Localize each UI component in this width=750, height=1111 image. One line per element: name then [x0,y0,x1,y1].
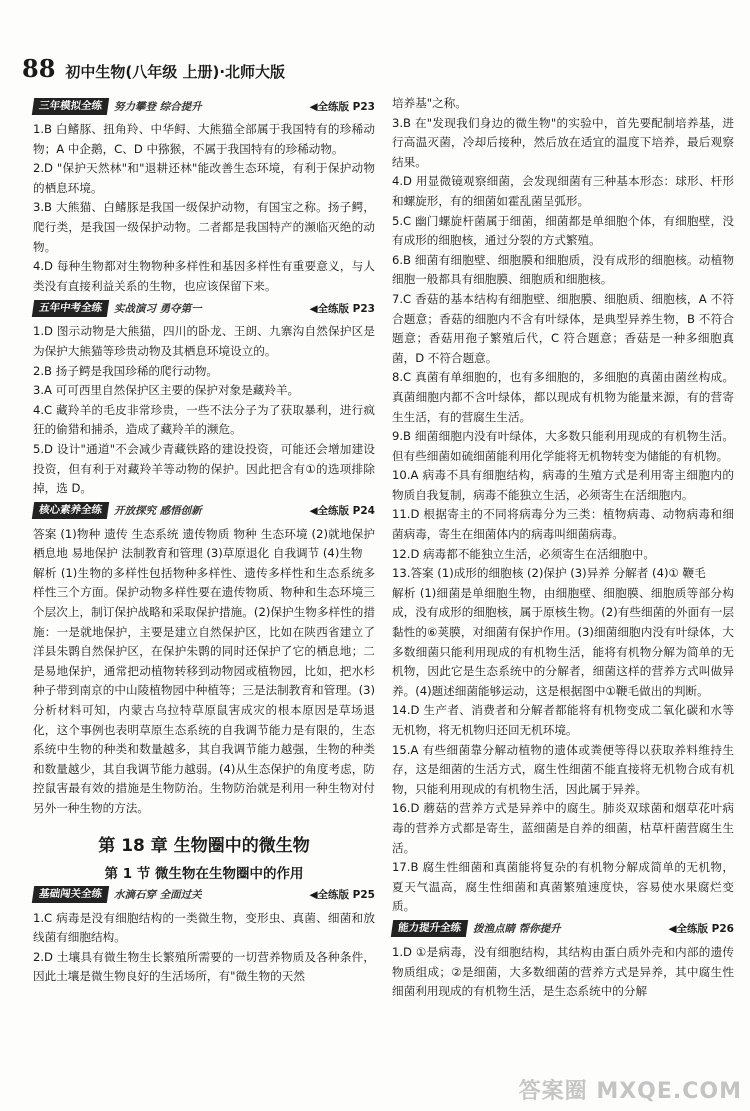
answer-item: 11.D 根据寄主的不同将病毒分为三类：植物病毒、动物病毒和细菌病毒，寄生在细菌体内的病毒叫细菌病毒。 [392,507,734,542]
chapter-title: 第 18 章 生物圈中的微生物 [98,835,310,856]
answer-item: 3.A 可可西里自然保护区主要的保护对象是藏羚羊。 [33,383,300,398]
answer-item: 3.B 大熊猫、白鳍豚是我国一级保护动物，有国宝之称。扬子鳄，爬行类，是我国一级保护动物。二者都是我国特产的濒临灭绝的动物。 [33,200,375,254]
banner-tag: 三年模拟全练 [32,98,109,115]
answer-item: 8.C 真菌有单细胞的，也有多细胞的，多细胞的真菌由菌丝构成。真菌细胞内都不含叶绿体，都以现成有机物为能量来源，有的营寄生生活，有的营腐生生活。 [392,370,734,424]
answer-item: 1.D ①是病毒，没有细胞结构，其结构由蛋白质外壳和内部的遗传物质组成；②是细菌，大多数细菌的营养方式是异养，其中腐生性细菌利用现成的有机物生活，是生态系统中的分解 [392,944,734,999]
analysis-item: 解析 (1)细菌是单细胞生物，由细胞壁、细胞膜、细胞质等部分构成，没有成形的细胞核，属于原核生物。(2)有些细菌的外面有一层黏性的⑥荚膜，对细菌有保护作用。(3)细菌细胞内没有叶绿体，大多数细菌只能利用现成的有机物生活，能将有机物分解为简单的无机物，因此它是生态系统中的分解者，细菌这样的营养方式叫做异养。(4)题述细菌能够运动，这是根据图中①鞭毛做出的判断。 [392,585,734,698]
answer-item: 培养基"之称。 [392,96,467,110]
page-header [22,54,285,84]
answer-item: 12.D 病毒都不能独立生活，必须寄生在活细胞中。 [392,546,655,561]
banner-tag: 能力提升全练 [391,920,468,937]
section-banner-jichu [33,886,375,904]
banner-motto: 水滴石穿 全面过关 [114,889,202,902]
book-title: 初中生物(八年级 上册)·北师大版 [65,63,286,81]
banner-ref: ◀全练版 P24 [309,505,375,518]
banner-motto: 拨渔点睛 帮你提升 [473,923,561,936]
answer-item: 4.D 每种生物都对生物物种多样性和基因多样性有重要意义，与人类没有直接利益关系的生物，也应该保留下来。 [33,259,375,293]
answer-item: 5.D 设计"通道"不会减少青藏铁路的建设投资，可能还会增加建设投资，但有利于对藏羚羊等动物的保护。因此把含有①的选项排除掉，选 D。 [33,441,375,496]
answer-item: 3.B 在"发现我们身边的微生物"的实验中，首先要配制培养基，进行高温灭菌，冷却后接种，然后放在适宜的温度下培养，最后观察结果。 [392,115,734,169]
answer-item: 7.C 香菇的基本结构有细胞壁、细胞膜、细胞质、细胞核，A 不符合题意；香菇的细胞内不含有叶绿体，是典型异养生物，B 不符合题意；香菇用孢子繁殖后代，C 符合题意；香菇是一种多细胞真菌，D 不符合题意。 [392,291,734,365]
answer-item: 2.B 扬子鳄是我国珍稀的爬行动物。 [33,363,219,378]
answer-item: 4.C 藏羚羊的毛皮非常珍贵，一些不法分子为了获取暴利，进行疯狂的偷猎和捕杀，造成了藏羚羊的濒危。 [33,402,375,437]
section-banner-wunian [33,299,375,317]
answer-item: 5.C 幽门螺旋杆菌属于细菌，细菌都是单细胞个体，有细胞壁，没有成形的细胞核，通过分裂的方式繁殖。 [392,213,734,248]
banner-ref: ◀全练版 P23 [309,100,375,113]
banner-tag: 核心素养全练 [32,502,109,519]
answer-item: 10.A 病毒不具有细胞结构，病毒的生殖方式是利用寄主细胞内的物质自我复制，病毒不能独立生活，必须寄生在活细胞内。 [392,468,734,502]
answer-item: 4.D 用显微镜观察细菌，会发现细菌有三种基本形态：球形、杆形和螺旋形，有的细菌如霍乱菌呈弧形。 [392,174,734,208]
answer-item: 1.C 病毒是没有细胞结构的一类微生物，变形虫、真菌、细菌和放线菌有细胞结构。 [33,910,375,945]
left-column [33,94,375,987]
answer-item: 1.D 图示动物是大熊猫，四川的卧龙、王朗、九寨沟自然保护区是为保护大熊猫等珍贵动物及其栖息环境设立的。 [33,324,375,358]
section-title: 第 1 节 微生物在生物圈中的作用 [104,865,304,882]
answer-item: 9.B 细菌细胞内没有叶绿体，大多数只能利用现成的有机物生活。但有些细菌如硫细菌能利用化学能将无机物转变为储能的有机物。 [392,429,734,463]
section-banner-nengli [392,920,734,938]
page-number: 88 [22,54,56,83]
answer-item: 16.D 蘑菇的营养方式是异养中的腐生。肺炎双球菌和烟草花叶病毒的营养方式都是寄生，蓝细菌是自养的细菌，枯草杆菌营腐生生活。 [392,801,734,855]
answer-item: 答案 (1)物种 遗传 生态系统 遗传物质 物种 生态环境 (2)就地保护 栖息地 易地保护 法制教育和管理 (3)草原退化 自我调节 (4)生物 [33,526,375,561]
answer-item: 2.D "保护天然林"和"退耕还林"能改善生态环境，有利于保护动物的栖息环境。 [33,161,375,195]
banner-motto: 实战演习 勇夺第一 [114,302,202,315]
banner-tag: 基础闯关全练 [32,886,109,903]
banner-tag: 五年中考全练 [32,300,109,317]
section-banner-sanian [33,97,375,115]
answer-item: 14.D 生产者、消费者和分解者都能将有机物变成二氧化碳和水等无机物，将无机物归还回无机环境。 [392,703,734,737]
right-column [392,94,734,1002]
analysis-item: 解析 (1)生物的多样性包括物种多样性、遗传多样性和生态系统多样性三个方面。保护动物多样性要在遗传物质、物种和生态环境三个层次上，制订保护战略和采取保护措施。(2)保护生物多样性的措施：一是就地保护，主要是建立自然保护区，比如在陕西省建立了洋县朱鹮自然保护区，在保护朱鹮的同时还保护了它的栖息地；二是易地保护，通常把动植物转移到动物园或植物园，比如，把水杉种子带到南京的中山陵植物园中种植等；三是法制教育和管理。(3)分析材料可知，内蒙古乌拉特草原鼠害成灾的根本原因是草场退化，这个事例也表明草原生态系统的自我调节能力是有限的，生态系统中生物的种类和数量越多，其自我调节能力越强，生物的种类和数量越少，其自我调节能力越弱。(4)从生态保护的角度考虑，防控鼠害最有效的措施是生物防治。生物防治就是利用一种生物对付另外一种生物的方法。 [33,565,375,815]
answer-item: 17.B 腐生性细菌和真菌能将复杂的有机物分解成简单的无机物，夏天气温高，腐生性细菌和真菌繁殖速度快，容易使水果腐烂变质。 [392,860,734,914]
banner-ref: ◀全练版 P23 [309,302,375,315]
banner-ref: ◀全练版 P26 [668,923,734,936]
watermark: 答案圈 MXQE.COM [518,1079,742,1104]
section-banner-hexin [33,502,375,520]
answer-item: 13.答案 (1)成形的细胞核 (2)保护 (3)异养 分解者 (4)① 鞭毛 [392,566,706,581]
answer-item: 1.B 白鳍豚、扭角羚、中华鲟、大熊猫全部属于我国特有的珍稀动物；A 中企鹅，C、D 中猕猴，不属于我国特有的珍稀动物。 [33,122,375,156]
answer-item: 15.A 有些细菌靠分解动植物的遗体或粪便等得以获取养料维持生存，这是细菌的生活方式，腐生性细菌不能直接将无机物合成有机物，只能利用现成的有机物生活，因此属于异养。 [392,742,734,796]
banner-motto: 开放探究 感悟创新 [114,505,202,518]
answer-item: 6.B 细菌有细胞壁、细胞膜和细胞质，没有成形的细胞核。动植物细胞一般都具有细胞膜、细胞质和细胞核。 [392,252,734,287]
banner-motto: 努力攀登 综合提升 [114,100,202,113]
banner-ref: ◀全练版 P25 [309,889,375,902]
answer-item: 2.D 土壤具有微生物生长繁殖所需要的一切营养物质及各种条件，因此土壤是微生物良好的生活场所，有"微生物的天然 [33,949,375,984]
